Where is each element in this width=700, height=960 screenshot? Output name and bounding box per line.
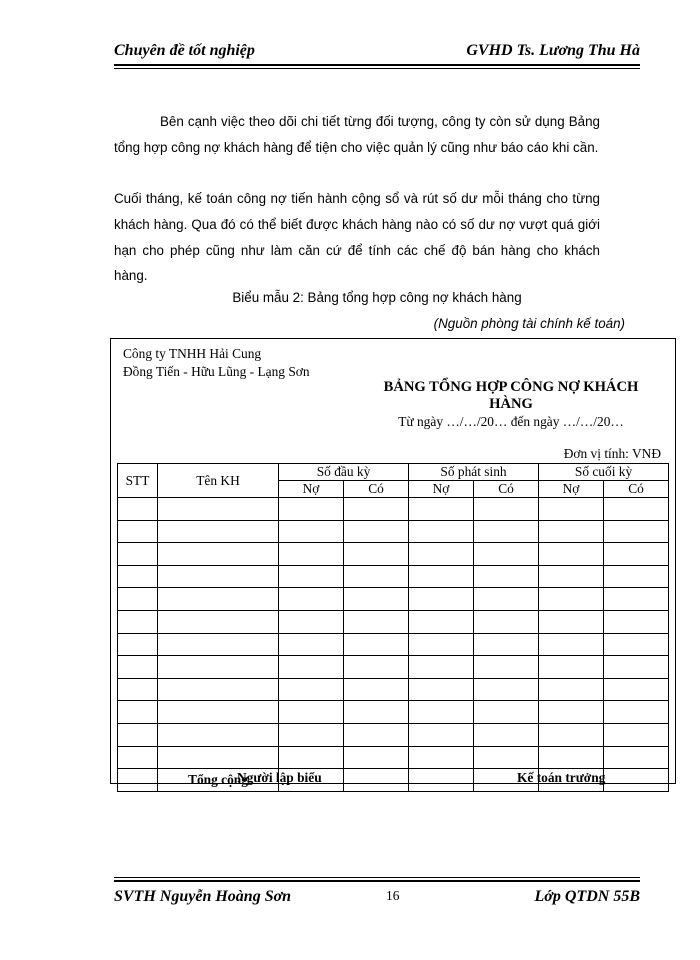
table-cell <box>409 633 474 656</box>
col-arising-credit: Có <box>474 481 539 498</box>
table-cell <box>279 565 344 588</box>
table-cell <box>604 543 669 566</box>
table-cell <box>279 678 344 701</box>
table-cell <box>604 701 669 724</box>
table-cell <box>279 633 344 656</box>
table-cell <box>118 746 158 769</box>
table-cell <box>409 678 474 701</box>
footer-class: Lớp QTDN 55B <box>534 888 640 905</box>
table-row <box>118 701 669 724</box>
table-cell <box>474 498 539 521</box>
table-header-row <box>118 464 669 481</box>
total-cell <box>344 769 409 792</box>
col-arising: Số phát sinh <box>409 464 539 481</box>
table-cell <box>158 633 279 656</box>
table-cell <box>158 723 279 746</box>
table-cell <box>474 701 539 724</box>
table-cell <box>158 656 279 679</box>
col-closing-credit: Có <box>604 481 669 498</box>
table-cell <box>474 520 539 543</box>
currency-unit: Đơn vị tính: VNĐ <box>563 446 661 461</box>
table-cell <box>158 543 279 566</box>
paragraph-2: Cuối tháng, kế toán công nợ tiến hành cộng sổ và rút số dư mỗi tháng cho từng khách hàng. Qua đó có thể biết được khách hàng nào có số dư nợ vượt quá giới hạn cho phép cũng như làm căn cứ để tính các chế độ bán hàng cho khách hàng. <box>114 191 600 284</box>
table-row <box>118 678 669 701</box>
table-cell <box>118 565 158 588</box>
footer-student: SVTH Nguyễn Hoàng Sơn <box>114 888 292 905</box>
col-stt: STT <box>118 464 158 498</box>
table-cell <box>539 543 604 566</box>
company-info <box>123 345 328 381</box>
col-arising-debit: Nợ <box>409 481 474 498</box>
table-cell <box>409 543 474 566</box>
table-row <box>118 610 669 633</box>
header-advisor: GVHD Ts. Lương Thu Hà <box>466 42 640 59</box>
page-footer <box>114 880 640 912</box>
paragraph-1: Bên cạnh việc theo dõi chi tiết từng đối tượng, công ty còn sử dụng Bảng tổng hợp công nợ khách hàng để tiện cho việc quản lý cũng như báo cáo khi cần. <box>114 114 600 155</box>
table-cell <box>539 656 604 679</box>
figure-source: (Nguồn phòng tài chính kế toán) <box>433 316 625 331</box>
table-cell <box>118 723 158 746</box>
table-cell <box>118 588 158 611</box>
table-cell <box>539 633 604 656</box>
table-cell <box>344 520 409 543</box>
table-cell <box>539 610 604 633</box>
table-cell <box>604 498 669 521</box>
table-cell <box>118 498 158 521</box>
table-cell <box>118 656 158 679</box>
table-cell <box>279 656 344 679</box>
page-number: 16 <box>386 888 400 903</box>
table-cell <box>604 588 669 611</box>
table-row <box>118 656 669 679</box>
table-cell <box>118 543 158 566</box>
signer-preparer: Người lập biểu <box>237 770 322 785</box>
table-cell <box>118 520 158 543</box>
table-cell <box>604 723 669 746</box>
table-cell <box>409 656 474 679</box>
table-cell <box>344 633 409 656</box>
table-cell <box>604 610 669 633</box>
table-cell <box>344 746 409 769</box>
table-cell <box>539 520 604 543</box>
table-row <box>118 633 669 656</box>
table-cell <box>344 498 409 521</box>
form-frame <box>110 338 676 787</box>
table-cell <box>158 565 279 588</box>
table-cell <box>604 656 669 679</box>
table-cell <box>344 656 409 679</box>
table-cell <box>158 610 279 633</box>
table-cell <box>344 701 409 724</box>
table-cell <box>158 520 279 543</box>
table-cell <box>158 701 279 724</box>
table-cell <box>279 723 344 746</box>
table-cell <box>474 678 539 701</box>
company-name: Công ty TNHH Hải Cung <box>123 346 262 361</box>
table-cell <box>279 543 344 566</box>
col-opening-credit: Có <box>344 481 409 498</box>
table-cell <box>158 746 279 769</box>
table-row <box>118 543 669 566</box>
table-cell <box>474 610 539 633</box>
table-cell <box>118 701 158 724</box>
table-row <box>118 498 669 521</box>
table-cell <box>409 723 474 746</box>
table-cell <box>474 656 539 679</box>
table-cell <box>604 565 669 588</box>
form-title: BẢNG TỔNG HỢP CÔNG NỢ KHÁCH HÀNG <box>383 379 639 412</box>
table-cell <box>279 498 344 521</box>
table-cell <box>409 701 474 724</box>
header-topic: Chuyên đề tốt nghiệp <box>114 42 255 59</box>
table-cell <box>118 610 158 633</box>
table-cell <box>158 678 279 701</box>
table-cell <box>344 610 409 633</box>
table-cell <box>539 678 604 701</box>
table-cell <box>539 498 604 521</box>
table-cell <box>344 723 409 746</box>
col-customer: Tên KH <box>158 464 279 498</box>
table-cell <box>474 543 539 566</box>
table-cell <box>604 746 669 769</box>
table-row <box>118 723 669 746</box>
col-opening: Số đầu kỳ <box>279 464 409 481</box>
table-cell <box>474 723 539 746</box>
table-cell <box>409 610 474 633</box>
col-closing-debit: Nợ <box>539 481 604 498</box>
page-header <box>114 40 640 66</box>
total-stt <box>118 769 158 792</box>
table-cell <box>158 498 279 521</box>
table-row <box>118 565 669 588</box>
table-cell <box>474 746 539 769</box>
table-cell <box>474 633 539 656</box>
table-cell <box>409 520 474 543</box>
total-cell <box>604 769 669 792</box>
table-cell <box>118 678 158 701</box>
table-cell <box>409 565 474 588</box>
table-cell <box>539 565 604 588</box>
col-closing: Số cuối kỳ <box>539 464 669 481</box>
table-cell <box>344 543 409 566</box>
table-cell <box>604 678 669 701</box>
total-cell <box>409 769 474 792</box>
table-cell <box>539 746 604 769</box>
table-cell <box>344 588 409 611</box>
table-cell <box>158 588 279 611</box>
table-cell <box>279 610 344 633</box>
table-cell <box>604 633 669 656</box>
table-cell <box>474 565 539 588</box>
table-row <box>118 588 669 611</box>
company-address: Đồng Tiến - Hữu Lũng - Lạng Sơn <box>123 364 310 379</box>
table-cell <box>279 746 344 769</box>
figure-caption: Biểu mẫu 2: Bảng tổng hợp công nợ khách hàng <box>232 290 522 305</box>
table-cell <box>409 498 474 521</box>
form-date-range: Từ ngày …/…/20… đến ngày …/…/20… <box>398 414 624 429</box>
table-row <box>118 746 669 769</box>
table-cell <box>539 723 604 746</box>
table-cell <box>539 701 604 724</box>
table-cell <box>344 565 409 588</box>
table-cell <box>344 678 409 701</box>
total-label: Tổng cộng <box>158 769 279 792</box>
col-opening-debit: Nợ <box>279 481 344 498</box>
table-cell <box>279 520 344 543</box>
table-cell <box>409 746 474 769</box>
table-cell <box>474 588 539 611</box>
signer-chief-accountant: Kế toán trưởng <box>517 770 606 785</box>
receivables-table <box>117 463 669 792</box>
table-cell <box>604 520 669 543</box>
table-cell <box>279 701 344 724</box>
table-cell <box>539 588 604 611</box>
table-cell <box>279 588 344 611</box>
table-cell <box>409 588 474 611</box>
table-cell <box>118 633 158 656</box>
table-row <box>118 520 669 543</box>
